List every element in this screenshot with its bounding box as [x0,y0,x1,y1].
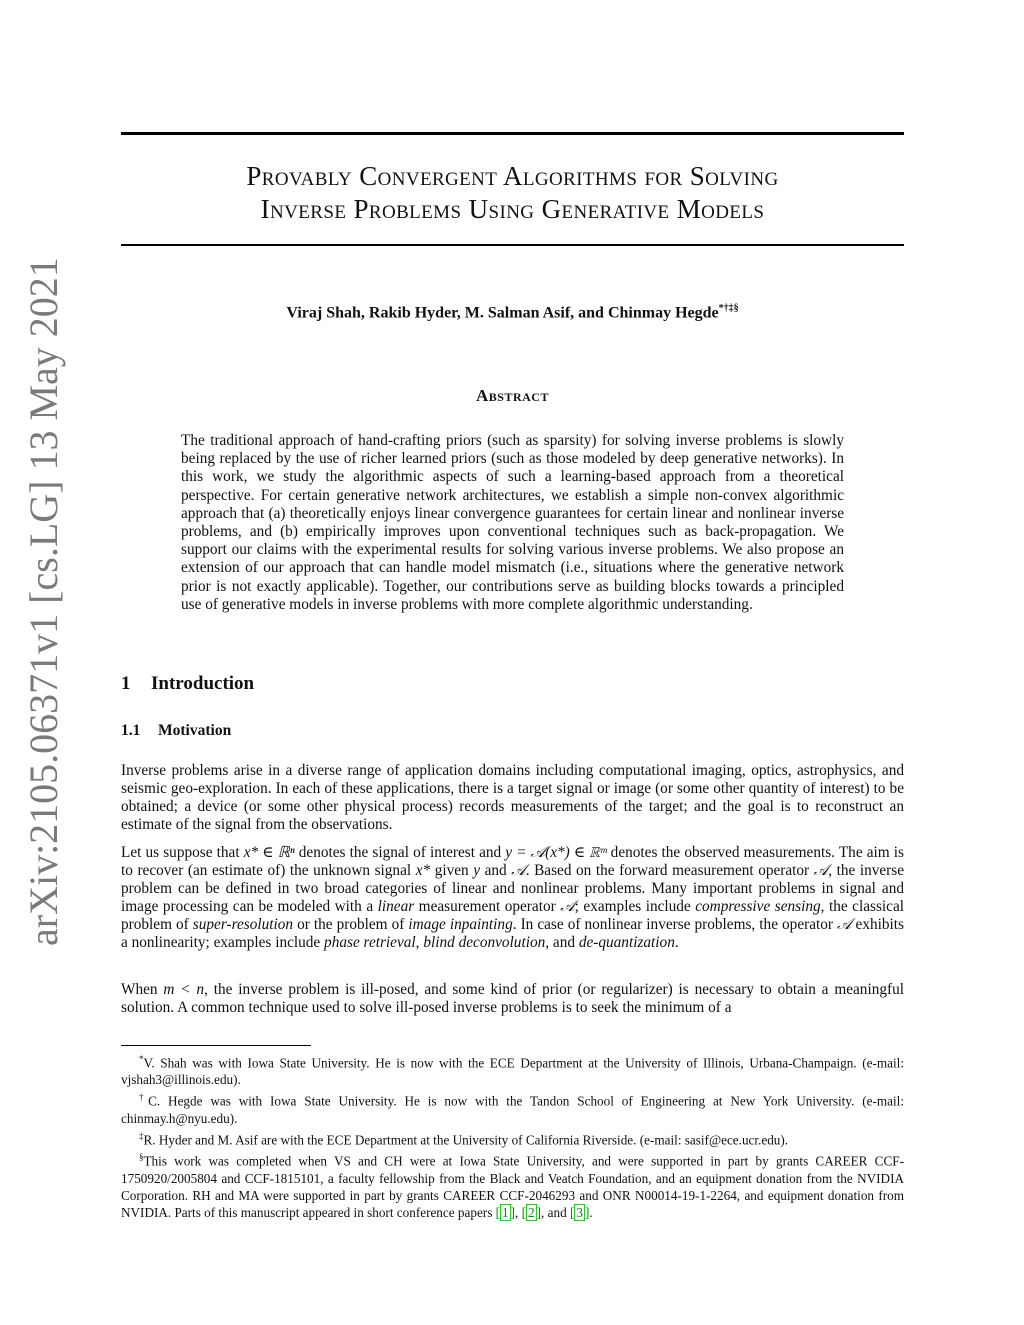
emphasis: de-quantization [578,934,675,952]
footnotes [121,1051,904,1222]
math-inline: m < n [163,981,205,998]
emphasis: blind deconvolution [423,934,546,952]
emphasis: super-resolution [192,916,294,934]
section-title: Introduction [151,673,255,694]
abstract-text: The traditional approach of hand-crafting priors (such as sparsity) for solving inverse problems is slowly being replaced by the use of richer learned priors (such as those modeled by deep generative networks). In this work, we study the algorithmic aspects of such a learning-based approach from a theoretical perspective. For certain generative network architectures, we establish a simple non-convex algorithmic approach that (a) theoretically enjoys linear convergence guarantees for certain linear and nonlinear inverse problems, and (b) empirically improves upon conventional techniques such as back-propagation. We support our claims with the experimental results for solving various inverse problems. We also propose an extension of our approach that can handle model mismatch (i.e., situations where the generative network prior is not exactly applicable). Together, our contributions serve as building blocks towards a principled use of generative models in inverse problems with more complete algorithmic understanding. [181,432,844,613]
abstract-heading: Abstract [476,386,549,405]
math-inline: 𝒜 [837,916,852,934]
math-inline: x* ∈ ℝⁿ [243,844,295,861]
title-bottom-rule [121,244,904,246]
math-inline: 𝒜 [511,862,526,880]
arxiv-date: 13 May 2021 [21,257,66,471]
paragraph-3-text: When m < n, the inverse problem is ill-posed, and some kind of prior (or regularizer) is necessary to obtain a meaningful solution. A common technique used to solve ill-posed inverse problems is to seek the minimum of a [121,981,904,1017]
paragraph-2 [121,844,904,961]
title-top-rule [121,132,904,135]
citation-link-3[interactable]: 3 [576,1204,583,1220]
section-heading-introduction [121,673,254,695]
paragraph-3 [121,981,904,1025]
paragraph-2-text: Let us suppose that x* ∈ ℝⁿ denotes the signal of interest and y = 𝒜(x*) ∈ ℝᵐ denotes the observed measurements. The aim is to recover (an estimate of) the unknown signal x* given y and 𝒜. Based on the forward measurement operator 𝒜, the inverse problem can be defined in two broad categories of linear and nonlinear problems. Many important problems in signal and image processing can be modeled with a linear measurement operator 𝒜; examples include compressive sensing, the classical problem of super-resolution or the problem of image inpainting. In case of nonlinear inverse problems, the operator 𝒜 exhibits a nonlinearity; examples include phase retrieval, blind deconvolution, and de-quantization. [121,844,904,952]
author-names: Viraj Shah, Rakib Hyder, M. Salman Asif, and Chinmay Hegde [286,304,719,322]
emphasis: phase retrieval [324,934,416,952]
math-inline: 𝒜 [560,898,575,916]
paper-title [121,160,904,226]
math-inline: y [473,862,481,880]
arxiv-stamp [20,257,68,946]
math-inline: y = 𝒜(x*) ∈ ℝᵐ [505,844,607,861]
emphasis: linear [377,898,415,916]
footnote-4: §This work was completed when VS and CH were at Iowa State University, and were supported in part by grants CAREER CCF-1750920/2005804 and CCF-1815101, a faculty fellowship from the Black and Veatch Foundation, and an equipment donation from the NVIDIA Corporation. RH and MA were supported in part by grants CAREER CCF-2046293 and ONR N00014-19-1-2264, and equipment donation from NVIDIA. Parts of this manuscript appeared in short conference papers [ 1 ], [ 2 ], and [ 3 ]. [121,1152,904,1220]
title-line-2: Inverse Problems Using Generative Models [260,194,765,224]
section-number: 1 [121,673,131,694]
emphasis: compressive sensing [695,898,821,916]
author-footnote-marks[interactable]: *†‡§ [718,303,739,314]
arxiv-id[interactable]: arXiv:2105.06371v1 [21,613,66,946]
subsection-title: Motivation [158,722,232,739]
footnote-2: †C. Hegde was with Iowa State University. He is now with the Tandon School of Engineering at New York University. (e-mail: chinmay.h@nyu.edu). [121,1092,904,1126]
paragraph-1-text: Inverse problems arise in a diverse range of application domains including computational imaging, optics, astrophysics, and seismic geo-exploration. In each of these applications, there is a target signal or image (or some other quantity of interest) to be obtained; a device (or some other physical process) records measurements of the target; and the goal is to reconstruct an estimate of the signal from the observations. [121,762,904,834]
math-inline: x* [415,862,431,880]
citation-link-2[interactable]: 2 [528,1204,535,1220]
footnote-3: ‡R. Hyder and M. Asif are with the ECE Department at the University of California Riverside. (e-mail: sasif@ece.ucr.edu). [139,1130,789,1148]
author-list [121,303,904,322]
footnote-rule [121,1045,311,1046]
subsection-heading-motivation [121,722,231,740]
subsection-number: 1.1 [121,722,141,739]
emphasis: image inpainting [408,916,513,934]
footnote-1: *V. Shah was with Iowa State University. He is now with the ECE Department at the University of Illinois, Urbana-Champaign. (e-mail: vjshah3@illinois.edu). [121,1054,904,1088]
arxiv-category: [cs.LG] [21,480,66,604]
math-inline: 𝒜 [813,862,829,880]
citation-link-1[interactable]: 1 [502,1204,509,1220]
paragraph-1 [121,762,904,842]
title-line-1: Provably Convergent Algorithms for Solving [246,161,779,191]
